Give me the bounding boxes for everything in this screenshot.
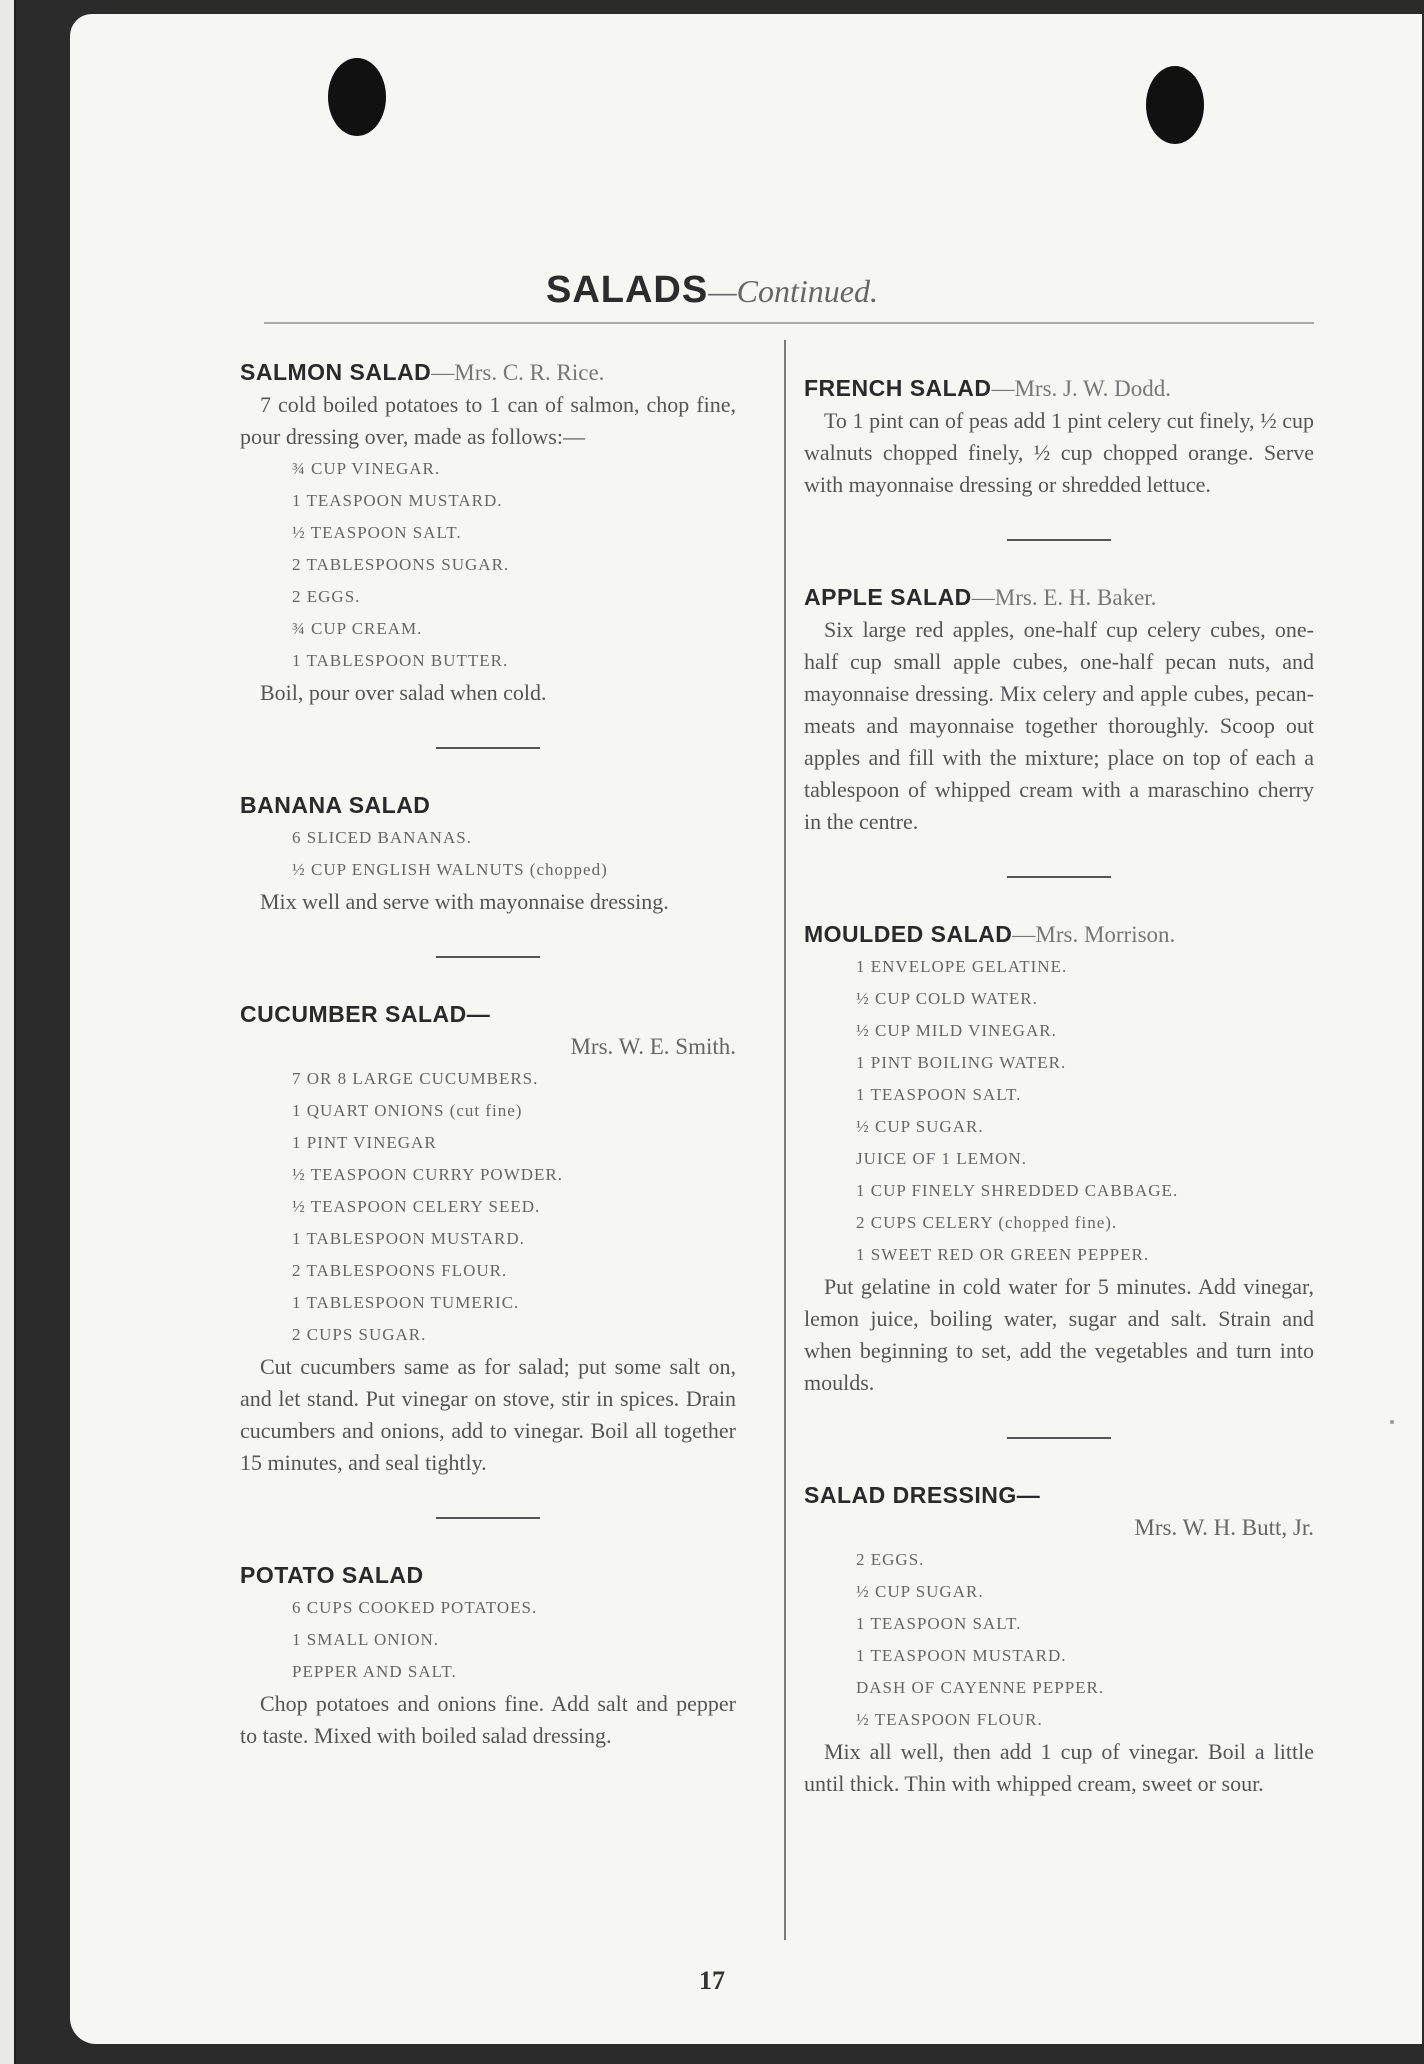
ingredient: 1 PINT BOILING WATER. <box>856 1053 1067 1072</box>
ingredient-list <box>240 453 736 677</box>
recipe-cucumber-salad <box>240 998 736 1479</box>
ingredient: 2 TABLESPOONS SUGAR. <box>292 555 510 574</box>
ingredient: 2 TABLESPOONS FLOUR. <box>292 1261 508 1280</box>
right-column <box>804 372 1314 1800</box>
recipe-title: SALMON SALAD <box>240 359 432 385</box>
ingredient: 1 TABLESPOON MUSTARD. <box>292 1229 525 1248</box>
recipe-divider <box>1007 539 1111 541</box>
recipe-divider <box>436 747 540 749</box>
page-title <box>0 268 1424 312</box>
recipe-method: Mix all well, then add 1 cup of vinegar. Boil a little until thick. Thin with whipped cream, sweet or sour. <box>804 1739 1314 1796</box>
recipe-divider <box>436 956 540 958</box>
recipe-intro: 7 cold boiled potatoes to 1 can of salmon, chop fine, pour dressing over, made as follows:— <box>240 392 736 449</box>
recipe-title: SALAD DRESSING— <box>804 1482 1041 1508</box>
ingredient: 1 TEASPOON SALT. <box>856 1614 1022 1633</box>
ingredient: 1 TABLESPOON BUTTER. <box>292 651 509 670</box>
recipe-divider <box>436 1517 540 1519</box>
recipe-author: —Mrs. E. H. Baker. <box>971 585 1157 610</box>
binder-hole-left <box>328 58 386 136</box>
header-rule <box>264 322 1314 324</box>
recipe-title: POTATO SALAD <box>240 1562 424 1588</box>
ingredient: DASH OF CAYENNE PEPPER. <box>856 1678 1105 1697</box>
recipe-method: Mix well and serve with mayonnaise dressing. <box>260 889 669 914</box>
ingredient: ½ TEASPOON FLOUR. <box>856 1710 1043 1729</box>
binder-hole-right <box>1146 66 1204 144</box>
recipe-banana-salad <box>240 789 736 918</box>
paper-speck <box>1390 1420 1394 1424</box>
recipe-method: To 1 pint can of peas add 1 pint celery cut finely, ½ cup walnuts chopped finely, ½ cup chopped orange. Serve with mayonnaise dressing or shredded lettuce. <box>804 408 1314 497</box>
ingredient: 1 CUP FINELY SHREDDED CABBAGE. <box>856 1181 1179 1200</box>
recipe-title: APPLE SALAD <box>804 584 972 610</box>
ingredient: ½ TEASPOON SALT. <box>292 523 462 542</box>
ingredient: 1 TEASPOON MUSTARD. <box>856 1646 1067 1665</box>
ingredient: 1 QUART ONIONS (cut fine) <box>292 1101 523 1120</box>
ingredient: 2 CUPS SUGAR. <box>292 1325 427 1344</box>
section-title: SALADS <box>545 269 709 311</box>
ingredient: 7 OR 8 LARGE CUCUMBERS. <box>292 1069 539 1088</box>
ingredient: ½ CUP MILD VINEGAR. <box>856 1021 1057 1040</box>
ingredient: PEPPER AND SALT. <box>292 1662 457 1681</box>
recipe-method: Six large red apples, one-half cup celery cubes, one-half cup small apple cubes, one-half pecan nuts, and mayonnaise dressing. Mix celery and apple cubes, pecan-meats and mayonnaise together thoroughly. Scoop out apples and fill with the mixture; place on top of each a tablespoon of whipped cream with a maraschino cherry in the centre. <box>804 617 1314 834</box>
ingredient: 2 EGGS. <box>292 587 361 606</box>
recipe-potato-salad <box>240 1559 736 1752</box>
recipe-author: —Mrs. C. R. Rice. <box>431 360 605 385</box>
recipe-moulded-salad <box>804 918 1314 1399</box>
ingredient: 1 ENVELOPE GELATINE. <box>856 957 1068 976</box>
recipe-title: CUCUMBER SALAD— <box>240 1001 491 1027</box>
recipe-apple-salad <box>804 581 1314 838</box>
ingredient: 2 CUPS CELERY (chopped fine). <box>856 1213 1118 1232</box>
ingredient-list <box>240 822 736 886</box>
recipe-divider <box>1007 1437 1111 1439</box>
ingredient: ½ CUP ENGLISH WALNUTS (chopped) <box>292 860 608 879</box>
column-divider <box>784 340 786 1940</box>
ingredient: ½ CUP COLD WATER. <box>856 989 1038 1008</box>
ingredient: 1 SWEET RED OR GREEN PEPPER. <box>856 1245 1150 1264</box>
recipe-method: Put gelatine in cold water for 5 minutes. Add vinegar, lemon juice, boiling water, sugar and salt. Strain and when beginning to set, add the vegetables and turn into moulds. <box>804 1274 1314 1395</box>
ingredient: ¾ CUP CREAM. <box>292 619 423 638</box>
left-column <box>240 356 736 1752</box>
recipe-method: Chop potatoes and onions fine. Add salt and pepper to taste. Mixed with boiled salad dressing. <box>240 1691 736 1748</box>
recipe-author: —Mrs. J. W. Dodd. <box>991 376 1172 401</box>
recipe-method: Cut cucumbers same as for salad; put some salt on, and let stand. Put vinegar on stove, stir in spices. Drain cucumbers and onions, add to vinegar. Boil all together 15 minutes, and seal tightly. <box>240 1354 736 1475</box>
ingredient: 1 PINT VINEGAR <box>292 1133 437 1152</box>
ingredient-list <box>240 1063 736 1351</box>
ingredient: ½ TEASPOON CURRY POWDER. <box>292 1165 564 1184</box>
recipe-author: —Mrs. Morrison. <box>1012 922 1176 947</box>
ingredient: 1 TEASPOON SALT. <box>856 1085 1022 1104</box>
recipe-author: Mrs. W. E. Smith. <box>570 1034 736 1059</box>
ingredient: ½ CUP SUGAR. <box>856 1117 984 1136</box>
page-number: 17 <box>699 1966 725 1995</box>
recipe-title: MOULDED SALAD <box>804 921 1013 947</box>
ingredient: ½ TEASPOON CELERY SEED. <box>292 1197 541 1216</box>
ingredient: ½ CUP SUGAR. <box>856 1582 984 1601</box>
section-subtitle: —Continued. <box>708 273 878 309</box>
ingredient-list <box>240 1592 736 1688</box>
ingredient-list <box>804 1544 1314 1736</box>
ingredient: 1 TEASPOON MUSTARD. <box>292 491 503 510</box>
ingredient-list <box>804 951 1314 1271</box>
ingredient: ¾ CUP VINEGAR. <box>292 459 441 478</box>
recipe-title: BANANA SALAD <box>240 792 431 818</box>
recipe-divider <box>1007 876 1111 878</box>
recipe-salmon-salad <box>240 356 736 709</box>
recipe-french-salad <box>804 372 1314 501</box>
ingredient: 1 TABLESPOON TUMERIC. <box>292 1293 520 1312</box>
recipe-salad-dressing <box>804 1479 1314 1800</box>
ingredient: 6 SLICED BANANAS. <box>292 828 472 847</box>
recipe-title: FRENCH SALAD <box>804 375 992 401</box>
ingredient: 1 SMALL ONION. <box>292 1630 440 1649</box>
ingredient: JUICE OF 1 LEMON. <box>856 1149 1027 1168</box>
recipe-author: Mrs. W. H. Butt, Jr. <box>1134 1515 1314 1540</box>
ingredient: 6 CUPS COOKED POTATOES. <box>292 1598 538 1617</box>
ingredient: 2 EGGS. <box>856 1550 925 1569</box>
recipe-method: Boil, pour over salad when cold. <box>260 680 547 705</box>
